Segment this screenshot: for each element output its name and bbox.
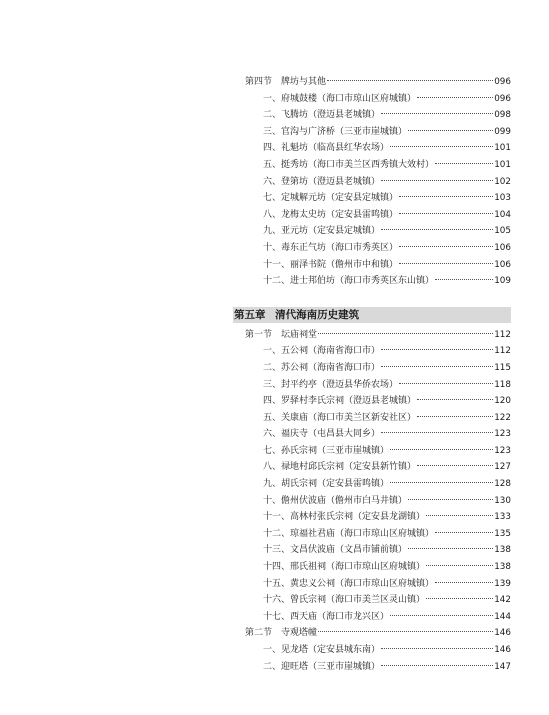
toc-page-number: 101 <box>494 159 511 170</box>
toc-entry[interactable] <box>233 240 511 257</box>
toc-page-number: 138 <box>494 562 511 573</box>
toc-entry[interactable] <box>233 592 511 609</box>
toc-section-title: 第四节 牌坊与其他 <box>245 77 327 87</box>
toc-page-number: 127 <box>494 462 511 473</box>
toc-entry[interactable] <box>233 509 511 526</box>
leader-dots <box>417 416 493 417</box>
leader-dots <box>399 213 493 214</box>
leader-dots <box>381 366 493 367</box>
toc-entry-title: 十六、曾氏宗祠（海口市美兰区灵山镇） <box>263 595 426 606</box>
toc-entry[interactable] <box>233 157 511 174</box>
toc-page-number: 109 <box>494 276 511 287</box>
toc-page-number: 105 <box>494 226 511 237</box>
toc-page-number: 101 <box>494 143 511 154</box>
toc-entry-title: 三、封平约亭（澄迈县华侨农场） <box>263 379 399 390</box>
toc-page-number: 146 <box>494 628 511 639</box>
toc-page-number: 142 <box>494 595 511 606</box>
toc-entry[interactable] <box>233 609 511 626</box>
toc-entry[interactable] <box>233 443 511 460</box>
table-of-contents <box>233 74 511 675</box>
leader-dots <box>426 515 493 516</box>
toc-page-number: 123 <box>494 429 511 440</box>
leader-dots <box>390 615 493 616</box>
leader-dots <box>408 499 493 500</box>
leader-dots <box>417 97 493 98</box>
toc-entry-title: 十一、高林村张氏宗祠（定安县龙湖镇） <box>263 512 426 523</box>
toc-page-number: 115 <box>494 362 511 373</box>
leader-dots <box>426 598 493 599</box>
toc-page-number: 147 <box>494 661 511 672</box>
toc-entry-title: 五、挺秀坊（海口市美兰区西秀镇大效村） <box>263 159 435 170</box>
leader-dots <box>381 432 493 433</box>
leader-dots <box>318 631 493 632</box>
leader-dots <box>426 565 493 566</box>
toc-entry[interactable] <box>233 426 511 443</box>
leader-dots <box>417 399 493 400</box>
toc-entry-title: 十、毒东正气坊（海口市秀英区） <box>263 242 399 253</box>
toc-entry-list <box>233 91 511 290</box>
leader-dots <box>399 383 493 384</box>
leader-dots <box>390 482 493 483</box>
leader-dots <box>435 163 493 164</box>
toc-entry-title: 四、礼魁坊（临高县红华农场） <box>263 143 390 154</box>
toc-entry-title: 二、迎旺塔（三亚市崖城镇） <box>263 661 381 672</box>
toc-page-number: 123 <box>494 445 511 456</box>
toc-page-number: 133 <box>494 512 511 523</box>
toc-entry-title: 十一、丽泽书院（儋州市中和镇） <box>263 259 399 270</box>
toc-entry-title: 十、儋州伏波庙（儋州市白马井镇） <box>263 495 408 506</box>
chapter-title: 清代海南历史建筑 <box>275 308 360 321</box>
toc-entry[interactable] <box>233 459 511 476</box>
toc-entry-title: 一、府城鼓楼（海口市琼山区府城镇） <box>263 93 417 104</box>
toc-entry[interactable] <box>233 493 511 510</box>
toc-entry[interactable] <box>233 273 511 290</box>
toc-entry-title: 十二、进士邦伯坊（海口市秀英区东山镇） <box>263 276 435 287</box>
toc-page-number: 130 <box>494 495 511 506</box>
toc-entry-list <box>233 642 511 675</box>
toc-entry[interactable] <box>233 410 511 427</box>
toc-entry[interactable] <box>233 360 511 377</box>
leader-dots <box>318 333 493 334</box>
toc-page-number: 128 <box>494 479 511 490</box>
toc-entry-title: 六、福庆寺（屯昌县大同乡） <box>263 429 381 440</box>
toc-entry[interactable] <box>233 659 511 676</box>
toc-entry[interactable] <box>233 140 511 157</box>
toc-page-number: 135 <box>494 528 511 539</box>
leader-dots <box>435 582 493 583</box>
toc-entry[interactable] <box>233 207 511 224</box>
toc-entry-title: 四、罗驿村李氏宗祠（澄迈县老城镇） <box>263 396 417 407</box>
leader-dots <box>408 130 493 131</box>
toc-page-number: 146 <box>494 645 511 655</box>
toc-entry-title: 三、官沟与广济桥（三亚市崖城镇） <box>263 126 408 137</box>
leader-dots <box>390 146 493 147</box>
toc-entry-title: 十三、文昌伏波庙（文昌市铺前镇） <box>263 545 408 556</box>
toc-entry-title: 七、定城解元坊（定安县定城镇） <box>263 193 399 204</box>
toc-page-number: 139 <box>494 578 511 589</box>
toc-page-number: 112 <box>494 346 511 357</box>
leader-dots <box>399 246 493 247</box>
toc-section[interactable] <box>233 625 511 642</box>
toc-page-number: 118 <box>494 379 511 390</box>
toc-entry-title: 八、禄地村邱氏宗祠（定安县新竹镇） <box>263 462 417 473</box>
toc-page-number: 102 <box>494 176 511 187</box>
leader-dots <box>381 349 493 350</box>
toc-page-number: 104 <box>494 209 511 220</box>
toc-page-number: 106 <box>494 259 511 270</box>
toc-page-number: 099 <box>494 126 511 137</box>
leader-dots <box>399 263 493 264</box>
toc-page-number: 112 <box>494 329 511 340</box>
leader-dots <box>381 229 493 230</box>
leader-dots <box>390 449 493 450</box>
toc-section[interactable] <box>233 327 511 344</box>
toc-entry-title: 八、龙梅太史坊（定安县雷鸣镇） <box>263 209 399 220</box>
toc-entry-title: 十四、邢氏祖祠（海口市琼山区府城镇） <box>263 562 426 573</box>
toc-entry-title: 二、飞腾坊（澄迈县老城镇） <box>263 110 381 121</box>
toc-entry[interactable] <box>233 91 511 108</box>
toc-page-number: 144 <box>494 611 511 622</box>
toc-page-number: 138 <box>494 545 511 556</box>
toc-entry-title: 九、亚元坊（定安县定城镇） <box>263 226 381 237</box>
toc-entry[interactable] <box>233 223 511 240</box>
toc-section-title: 第二节 寺观塔幢 <box>245 628 318 639</box>
toc-entry-title: 六、登第坊（澄迈县老城镇） <box>263 176 381 187</box>
leader-dots <box>327 80 493 81</box>
leader-dots <box>381 113 493 114</box>
toc-entry-title: 七、孙氏宗祠（三亚市崖城镇） <box>263 445 390 456</box>
toc-entry[interactable] <box>233 257 511 274</box>
toc-page-number: 096 <box>494 77 511 87</box>
toc-entry-list <box>233 343 511 625</box>
toc-entry-title: 十七、西天庙（海口市龙兴区） <box>263 611 390 622</box>
toc-entry[interactable] <box>233 542 511 559</box>
toc-entry[interactable] <box>233 559 511 576</box>
toc-entry[interactable] <box>233 124 511 141</box>
toc-page-number: 106 <box>494 242 511 253</box>
toc-entry[interactable] <box>233 393 511 410</box>
toc-entry[interactable] <box>233 526 511 543</box>
chapter-heading[interactable] <box>233 307 511 323</box>
toc-entry[interactable] <box>233 576 511 593</box>
toc-entry[interactable] <box>233 642 511 659</box>
toc-section-title: 第一节 坛庙祠堂 <box>245 329 318 340</box>
toc-entry-title: 十五、黄忠义公祠（海口市琼山区府城镇） <box>263 578 435 589</box>
chapter-number: 第五章 <box>234 308 266 321</box>
toc-entry[interactable] <box>233 476 511 493</box>
leader-dots <box>435 279 493 280</box>
toc-entry[interactable] <box>233 107 511 124</box>
leader-dots <box>381 648 493 649</box>
leader-dots <box>435 532 493 533</box>
toc-section[interactable] <box>233 74 511 91</box>
toc-page-number: 122 <box>494 412 511 423</box>
leader-dots <box>417 465 493 466</box>
toc-entry-title: 十二、琼福社君庙（海口市琼山区府城镇） <box>263 528 435 539</box>
toc-entry[interactable] <box>233 343 511 360</box>
toc-page-number: 120 <box>494 396 511 407</box>
toc-page-number: 098 <box>494 110 511 121</box>
toc-entry-title: 二、苏公祠（海南省海口市） <box>263 362 381 373</box>
toc-entry[interactable] <box>233 190 511 207</box>
toc-entry[interactable] <box>233 174 511 191</box>
toc-entry-title: 五、关康庙（海口市美兰区新安社区） <box>263 412 417 423</box>
toc-entry[interactable] <box>233 377 511 394</box>
toc-entry-title: 一、见龙塔（定安县城东南） <box>263 645 381 655</box>
leader-dots <box>408 548 493 549</box>
toc-page-number: 103 <box>494 193 511 204</box>
leader-dots <box>381 665 493 666</box>
toc-page-number: 096 <box>494 93 511 104</box>
toc-entry-title: 九、胡氏宗祠（定安县雷鸣镇） <box>263 479 390 490</box>
leader-dots <box>381 180 493 181</box>
toc-entry-title: 一、五公祠（海南省海口市） <box>263 346 381 357</box>
leader-dots <box>399 196 493 197</box>
